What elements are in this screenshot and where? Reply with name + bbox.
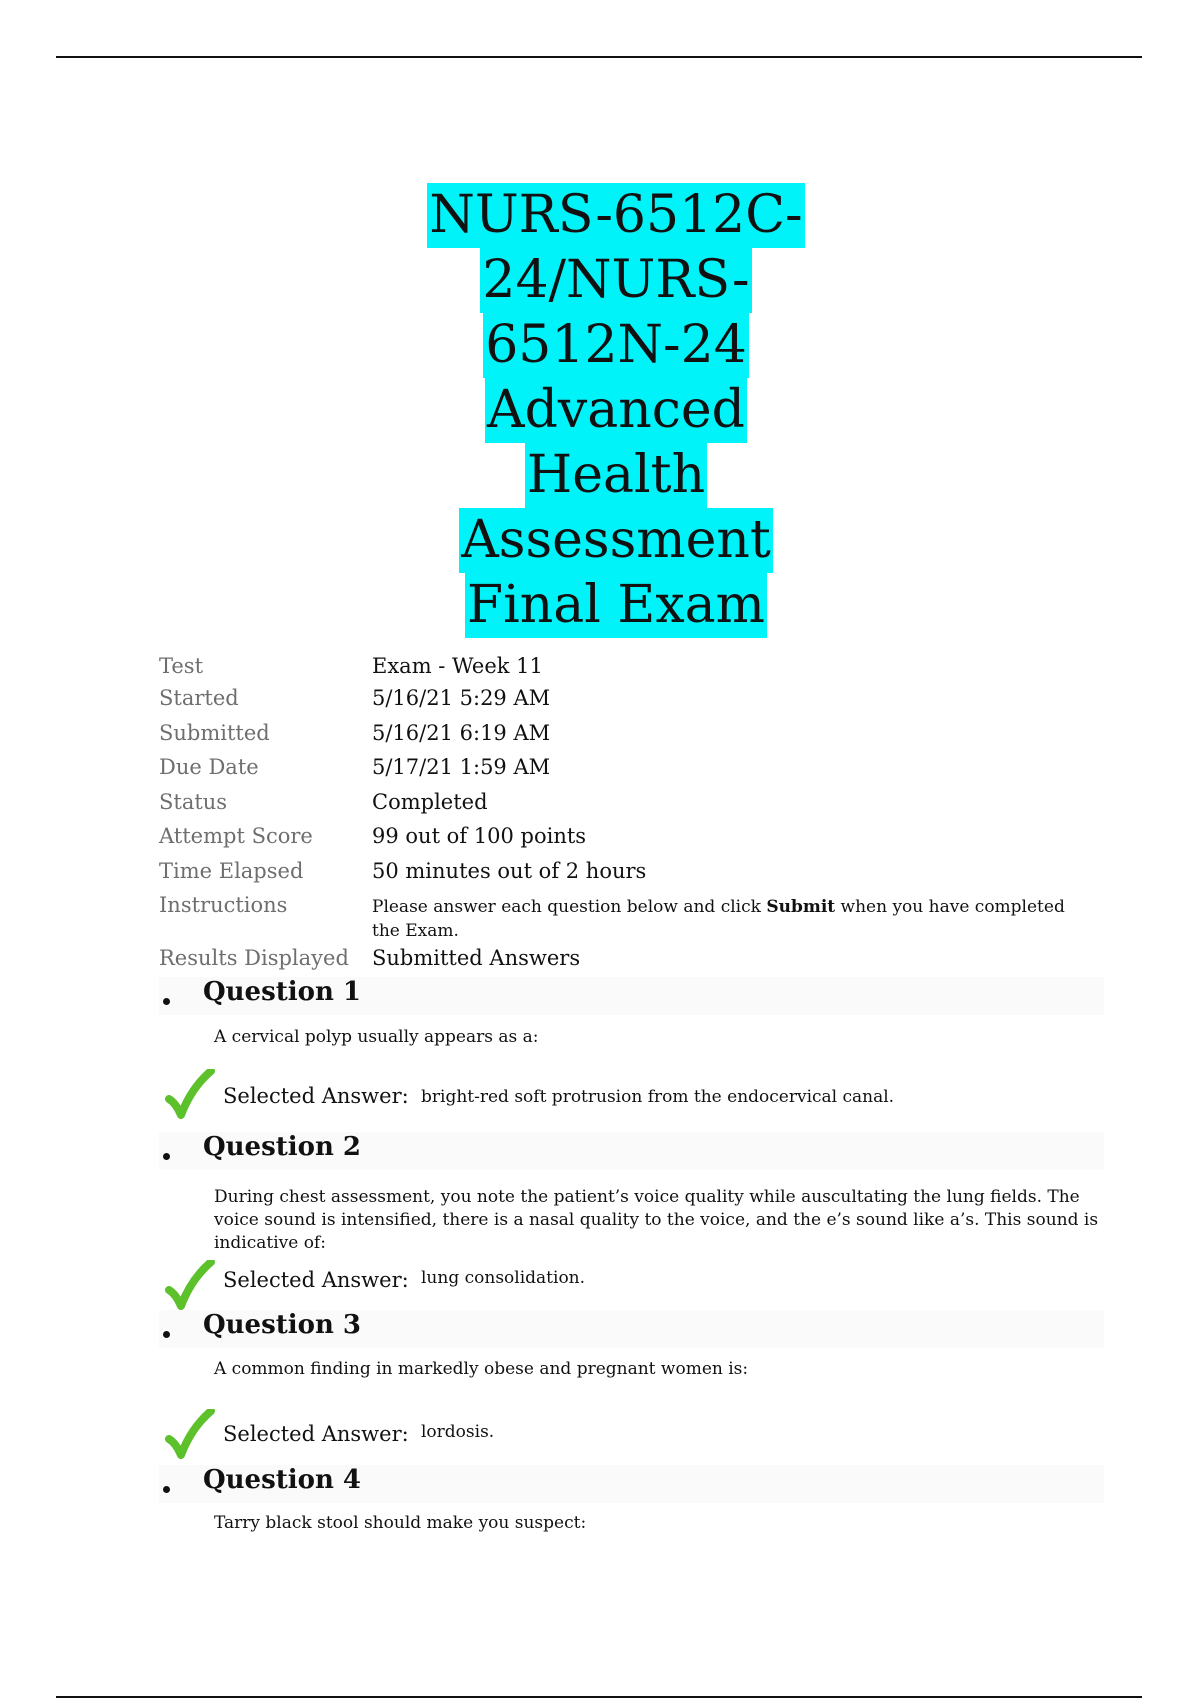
question-text: A cervical polyp usually appears as a: <box>214 1027 539 1047</box>
selected-answer-row <box>159 1069 1104 1119</box>
bullet <box>163 1331 170 1338</box>
info-value: 50 minutes out of 2 hours <box>372 859 647 883</box>
info-value: 5/17/21 1:59 AM <box>372 755 551 779</box>
bullet <box>163 1486 170 1493</box>
question-header <box>159 1465 1104 1503</box>
info-label: Time Elapsed <box>159 859 304 883</box>
instructions-text-part: Please answer each question below and click <box>372 897 767 917</box>
title-line-5: Health <box>525 443 707 508</box>
selected-answer-label: Selected Answer: <box>223 1268 409 1292</box>
question-text: During chest assessment, you note the patient’s voice quality while auscultating the lung fields. The voice sound is intensified, there is a nasal quality to the voice, and the e’s sound like a’s. This sound is indicative of: <box>214 1187 1099 1253</box>
question-text: Tarry black stool should make you suspect: <box>214 1513 587 1533</box>
selected-answer-label: Selected Answer: <box>223 1084 409 1108</box>
selected-answer-row <box>159 1260 1104 1310</box>
info-value: 99 out of 100 points <box>372 824 587 848</box>
info-label: Submitted <box>159 721 270 745</box>
question-3 <box>159 1310 1104 1446</box>
instructions-submit-word: Submit <box>766 897 836 917</box>
question-2 <box>159 1132 1104 1292</box>
question-header <box>159 977 1104 1015</box>
info-label: Instructions <box>159 893 288 917</box>
top-rule <box>56 56 1142 58</box>
instructions-text-part: when you have completed the Exam. <box>372 897 1065 941</box>
question-text: A common finding in markedly obese and pregnant women is: <box>214 1359 749 1379</box>
info-label: Status <box>159 790 228 814</box>
instructions-text <box>372 895 1072 943</box>
bullet <box>163 1153 170 1160</box>
question-title: Question 4 <box>203 1465 362 1495</box>
info-label: Test <box>159 654 204 678</box>
title-line-6: Assessment <box>459 508 773 573</box>
info-value: 5/16/21 6:19 AM <box>372 721 551 745</box>
exam-title <box>0 183 1200 638</box>
correct-check-icon <box>165 1069 215 1119</box>
info-value: Submitted Answers <box>372 946 581 970</box>
question-4 <box>159 1465 1104 1533</box>
question-1 <box>159 977 1104 1108</box>
info-label: Due Date <box>159 755 259 779</box>
info-value: Completed <box>372 790 488 814</box>
info-value: Exam - Week 11 <box>372 654 543 678</box>
title-line-4: Advanced <box>485 378 747 443</box>
title-line-7: Final Exam <box>465 573 767 638</box>
title-line-3: 6512N-24 <box>483 313 749 378</box>
selected-answer-label: Selected Answer: <box>223 1422 409 1446</box>
selected-answer-value: bright-red soft protrusion from the endocervical canal. <box>421 1087 895 1107</box>
correct-check-icon <box>165 1409 215 1459</box>
selected-answer-row <box>159 1409 1104 1459</box>
selected-answer-value: lordosis. <box>421 1422 495 1442</box>
info-label: Attempt Score <box>159 824 313 848</box>
correct-check-icon <box>165 1260 215 1310</box>
question-header <box>159 1132 1104 1170</box>
bullet <box>163 998 170 1005</box>
title-line-2: 24/NURS- <box>480 248 751 313</box>
info-value: 5/16/21 5:29 AM <box>372 686 551 710</box>
question-title: Question 3 <box>203 1310 362 1340</box>
selected-answer-value: lung consolidation. <box>421 1268 586 1288</box>
question-title: Question 2 <box>203 1132 362 1162</box>
question-title: Question 1 <box>203 977 362 1007</box>
info-label: Results Displayed <box>159 946 349 970</box>
info-label: Started <box>159 686 239 710</box>
bottom-rule <box>56 1696 1142 1698</box>
title-line-1: NURS-6512C- <box>427 183 804 248</box>
question-header <box>159 1310 1104 1348</box>
